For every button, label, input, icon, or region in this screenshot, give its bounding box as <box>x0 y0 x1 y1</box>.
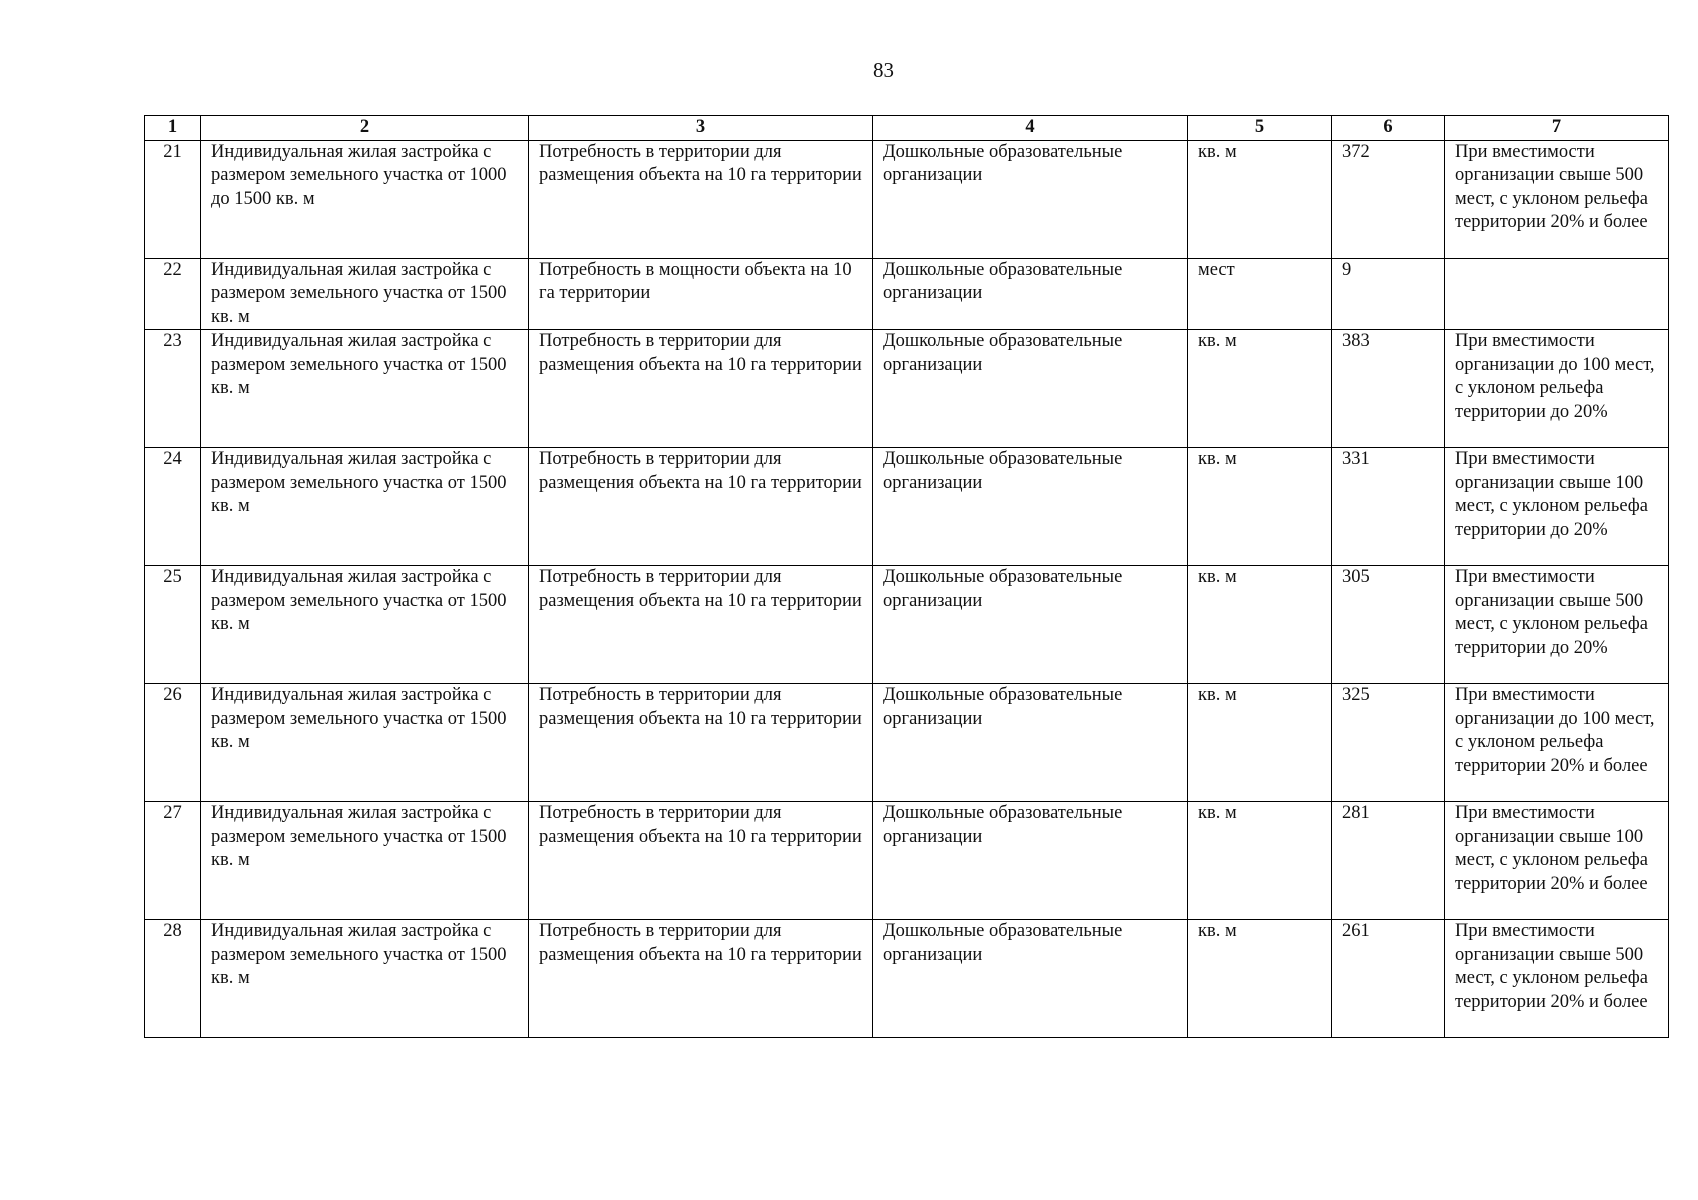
condition-cell <box>1445 258 1669 330</box>
development-type-cell: Индивидуальная жилая застройка с размером земельного участка от 1500 кв. м <box>201 258 529 330</box>
table-row <box>145 140 1669 258</box>
unit-cell: кв. м <box>1188 140 1332 258</box>
development-type-cell: Индивидуальная жилая застройка с размером земельного участка от 1500 кв. м <box>201 448 529 566</box>
value-cell: 383 <box>1332 330 1445 448</box>
development-type-cell: Индивидуальная жилая застройка с размером земельного участка от 1500 кв. м <box>201 920 529 1038</box>
requirement-cell: Потребность в территории для размещения объекта на 10 га территории <box>529 448 873 566</box>
value-cell: 305 <box>1332 566 1445 684</box>
development-type-cell: Индивидуальная жилая застройка с размером земельного участка от 1500 кв. м <box>201 330 529 448</box>
table-row <box>145 448 1669 566</box>
row-number: 28 <box>145 920 201 1038</box>
column-header: 2 <box>201 116 529 141</box>
unit-cell: кв. м <box>1188 684 1332 802</box>
requirement-cell: Потребность в территории для размещения объекта на 10 га территории <box>529 684 873 802</box>
facility-cell: Дошкольные образовательные организации <box>873 140 1188 258</box>
requirement-cell: Потребность в территории для размещения объекта на 10 га территории <box>529 802 873 920</box>
table-row <box>145 684 1669 802</box>
table-row <box>145 330 1669 448</box>
condition-cell: При вместимости организации свыше 500 мест, с уклоном рельефа территории до 20% <box>1445 566 1669 684</box>
row-number: 23 <box>145 330 201 448</box>
facility-cell: Дошкольные образовательные организации <box>873 920 1188 1038</box>
column-header: 1 <box>145 116 201 141</box>
unit-cell: кв. м <box>1188 330 1332 448</box>
requirement-cell: Потребность в территории для размещения объекта на 10 га территории <box>529 566 873 684</box>
row-number: 26 <box>145 684 201 802</box>
condition-cell: При вместимости организации свыше 100 мест, с уклоном рельефа территории 20% и более <box>1445 802 1669 920</box>
condition-cell: При вместимости организации свыше 100 мест, с уклоном рельефа территории до 20% <box>1445 448 1669 566</box>
norms-table <box>144 115 1669 1038</box>
column-header: 4 <box>873 116 1188 141</box>
header-row <box>145 116 1669 141</box>
row-number: 22 <box>145 258 201 330</box>
unit-cell: кв. м <box>1188 448 1332 566</box>
facility-cell: Дошкольные образовательные организации <box>873 802 1188 920</box>
unit-cell: мест <box>1188 258 1332 330</box>
unit-cell: кв. м <box>1188 802 1332 920</box>
condition-cell: При вместимости организации свыше 500 мест, с уклоном рельефа территории 20% и более <box>1445 140 1669 258</box>
value-cell: 372 <box>1332 140 1445 258</box>
value-cell: 9 <box>1332 258 1445 330</box>
column-header: 7 <box>1445 116 1669 141</box>
row-number: 24 <box>145 448 201 566</box>
row-number: 27 <box>145 802 201 920</box>
unit-cell: кв. м <box>1188 566 1332 684</box>
requirement-cell: Потребность в территории для размещения объекта на 10 га территории <box>529 920 873 1038</box>
unit-cell: кв. м <box>1188 920 1332 1038</box>
column-header: 6 <box>1332 116 1445 141</box>
facility-cell: Дошкольные образовательные организации <box>873 258 1188 330</box>
requirement-cell: Потребность в территории для размещения объекта на 10 га территории <box>529 140 873 258</box>
value-cell: 261 <box>1332 920 1445 1038</box>
value-cell: 325 <box>1332 684 1445 802</box>
development-type-cell: Индивидуальная жилая застройка с размером земельного участка от 1000 до 1500 кв. м <box>201 140 529 258</box>
value-cell: 281 <box>1332 802 1445 920</box>
development-type-cell: Индивидуальная жилая застройка с размером земельного участка от 1500 кв. м <box>201 802 529 920</box>
row-number: 21 <box>145 140 201 258</box>
development-type-cell: Индивидуальная жилая застройка с размером земельного участка от 1500 кв. м <box>201 566 529 684</box>
condition-cell: При вместимости организации свыше 500 мест, с уклоном рельефа территории 20% и более <box>1445 920 1669 1038</box>
facility-cell: Дошкольные образовательные организации <box>873 566 1188 684</box>
table-row <box>145 258 1669 330</box>
facility-cell: Дошкольные образовательные организации <box>873 330 1188 448</box>
column-header: 3 <box>529 116 873 141</box>
requirement-cell: Потребность в мощности объекта на 10 га территории <box>529 258 873 330</box>
row-number: 25 <box>145 566 201 684</box>
condition-cell: При вместимости организации до 100 мест, с уклоном рельефа территории до 20% <box>1445 330 1669 448</box>
page-number: 83 <box>873 58 894 82</box>
development-type-cell: Индивидуальная жилая застройка с размером земельного участка от 1500 кв. м <box>201 684 529 802</box>
condition-cell: При вместимости организации до 100 мест, с уклоном рельефа территории 20% и более <box>1445 684 1669 802</box>
value-cell: 331 <box>1332 448 1445 566</box>
requirement-cell: Потребность в территории для размещения объекта на 10 га территории <box>529 330 873 448</box>
table-row <box>145 920 1669 1038</box>
facility-cell: Дошкольные образовательные организации <box>873 684 1188 802</box>
table-row <box>145 802 1669 920</box>
column-header: 5 <box>1188 116 1332 141</box>
facility-cell: Дошкольные образовательные организации <box>873 448 1188 566</box>
table-row <box>145 566 1669 684</box>
